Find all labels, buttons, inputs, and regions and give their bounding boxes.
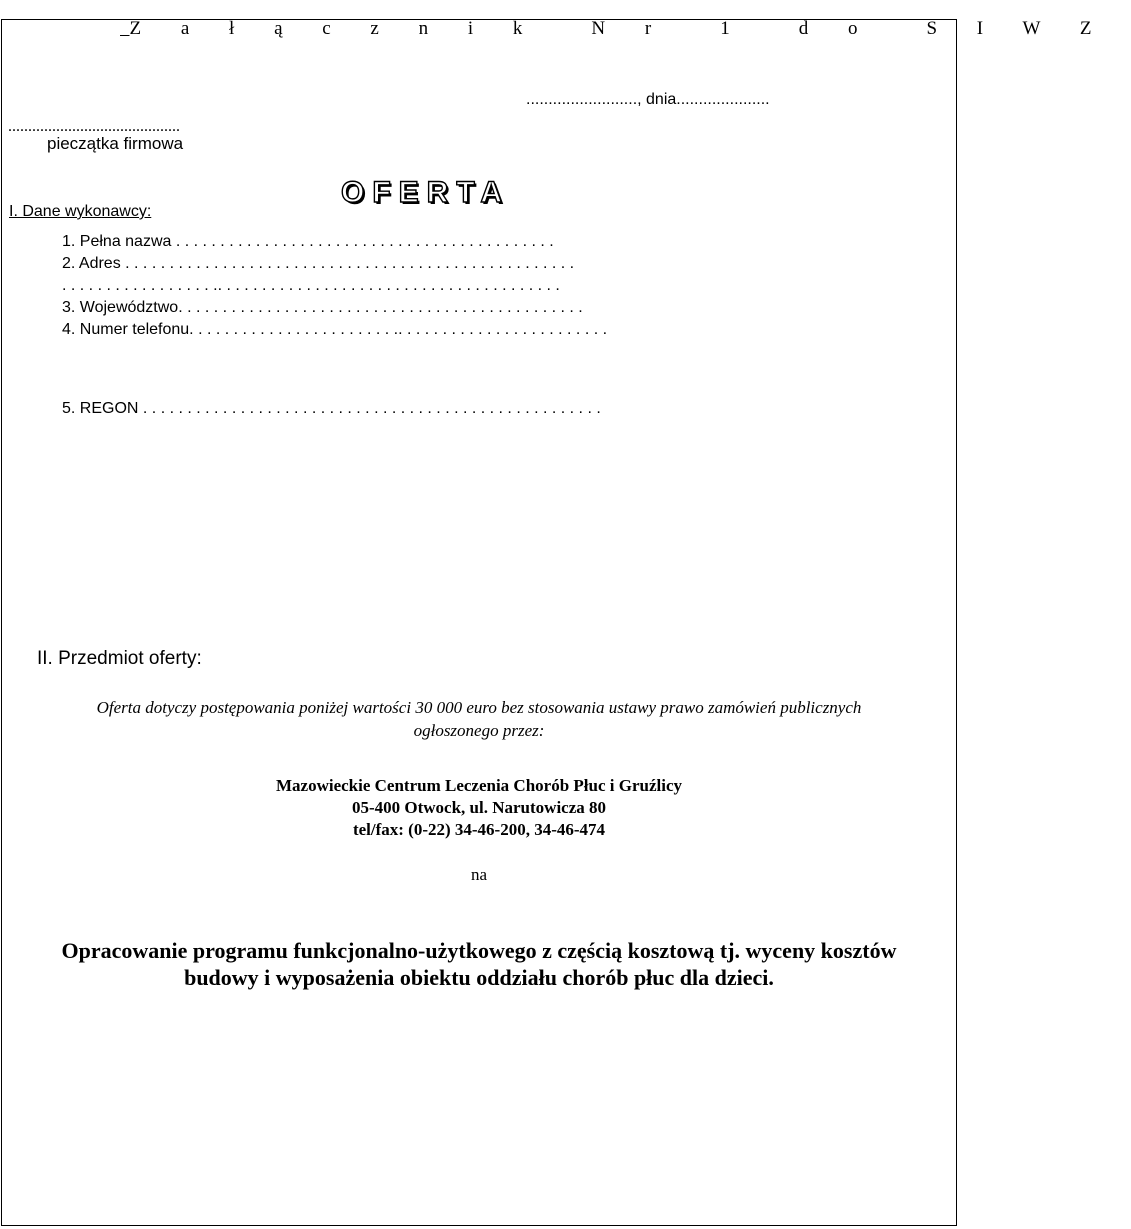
field-address-cont: . . . . . . . . . . . . . . . . . .. . . . . . . . . . . . . . . . . . . . . . . . . . . . . . . . . . . . . . . xyxy=(62,277,560,294)
organization-address: 05-400 Otwock, ul. Narutowicza 80 xyxy=(351,798,607,817)
date-line: ........................., dnia..................... xyxy=(526,91,770,108)
offer-description: Oferta dotyczy postępowania poniżej wartości 30 000 euro bez stosowania ustawy prawo zamówień publicznych xyxy=(96,698,862,717)
field-phone: 4. Numer telefonu. . . . . . . . . . . . . . . . . . . . . . . .. . . . . . . . . . . . . . . . . . . . . . . . xyxy=(62,321,608,338)
section2-heading: II. Przedmiot oferty: xyxy=(37,648,202,669)
attachment-header xyxy=(120,0,1131,39)
subject-line-1: Opracowanie programu funkcjonalno-użytkowego z częścią kosztową tj. wyceny kosztów xyxy=(61,938,897,963)
field-full-name: 1. Pełna nazwa . . . . . . . . . . . . . . . . . . . . . . . . . . . . . . . . . . . . . . . . . . . xyxy=(62,233,554,250)
organization-phone: tel/fax: (0-22) 34-46-200, 34-46-474 xyxy=(352,820,606,839)
organization-name: Mazowieckie Centrum Leczenia Chorób Płuc i Gruźlicy xyxy=(275,776,683,795)
on-label: na xyxy=(470,865,488,884)
subject-line-2: budowy i wyposażenia obiektu oddziału chorób płuc dla dzieci. xyxy=(184,965,774,990)
offer-title: OFERTA xyxy=(341,176,511,209)
attachment-header-text: Z a ł ą c z n i k N r 1 d o S I W Z xyxy=(129,18,1131,39)
stamp-label: pieczątka firmowa xyxy=(47,134,184,153)
field-voivodeship: 3. Województwo. . . . . . . . . . . . . . . . . . . . . . . . . . . . . . . . . . . . . . . . . . . . . . xyxy=(62,299,583,316)
stamp-dots: ........................................... xyxy=(8,118,180,135)
offer-description-cont: ogłoszonego przez: xyxy=(413,721,545,740)
field-regon: 5. REGON . . . . . . . . . . . . . . . . . . . . . . . . . . . . . . . . . . . . . . . . . . . . . . . . . . . . xyxy=(62,400,601,417)
field-address: 2. Adres . . . . . . . . . . . . . . . . . . . . . . . . . . . . . . . . . . . . . . . . . . . . . . . . . . . xyxy=(62,255,575,272)
section1-heading: I. Dane wykonawcy: xyxy=(9,203,152,220)
